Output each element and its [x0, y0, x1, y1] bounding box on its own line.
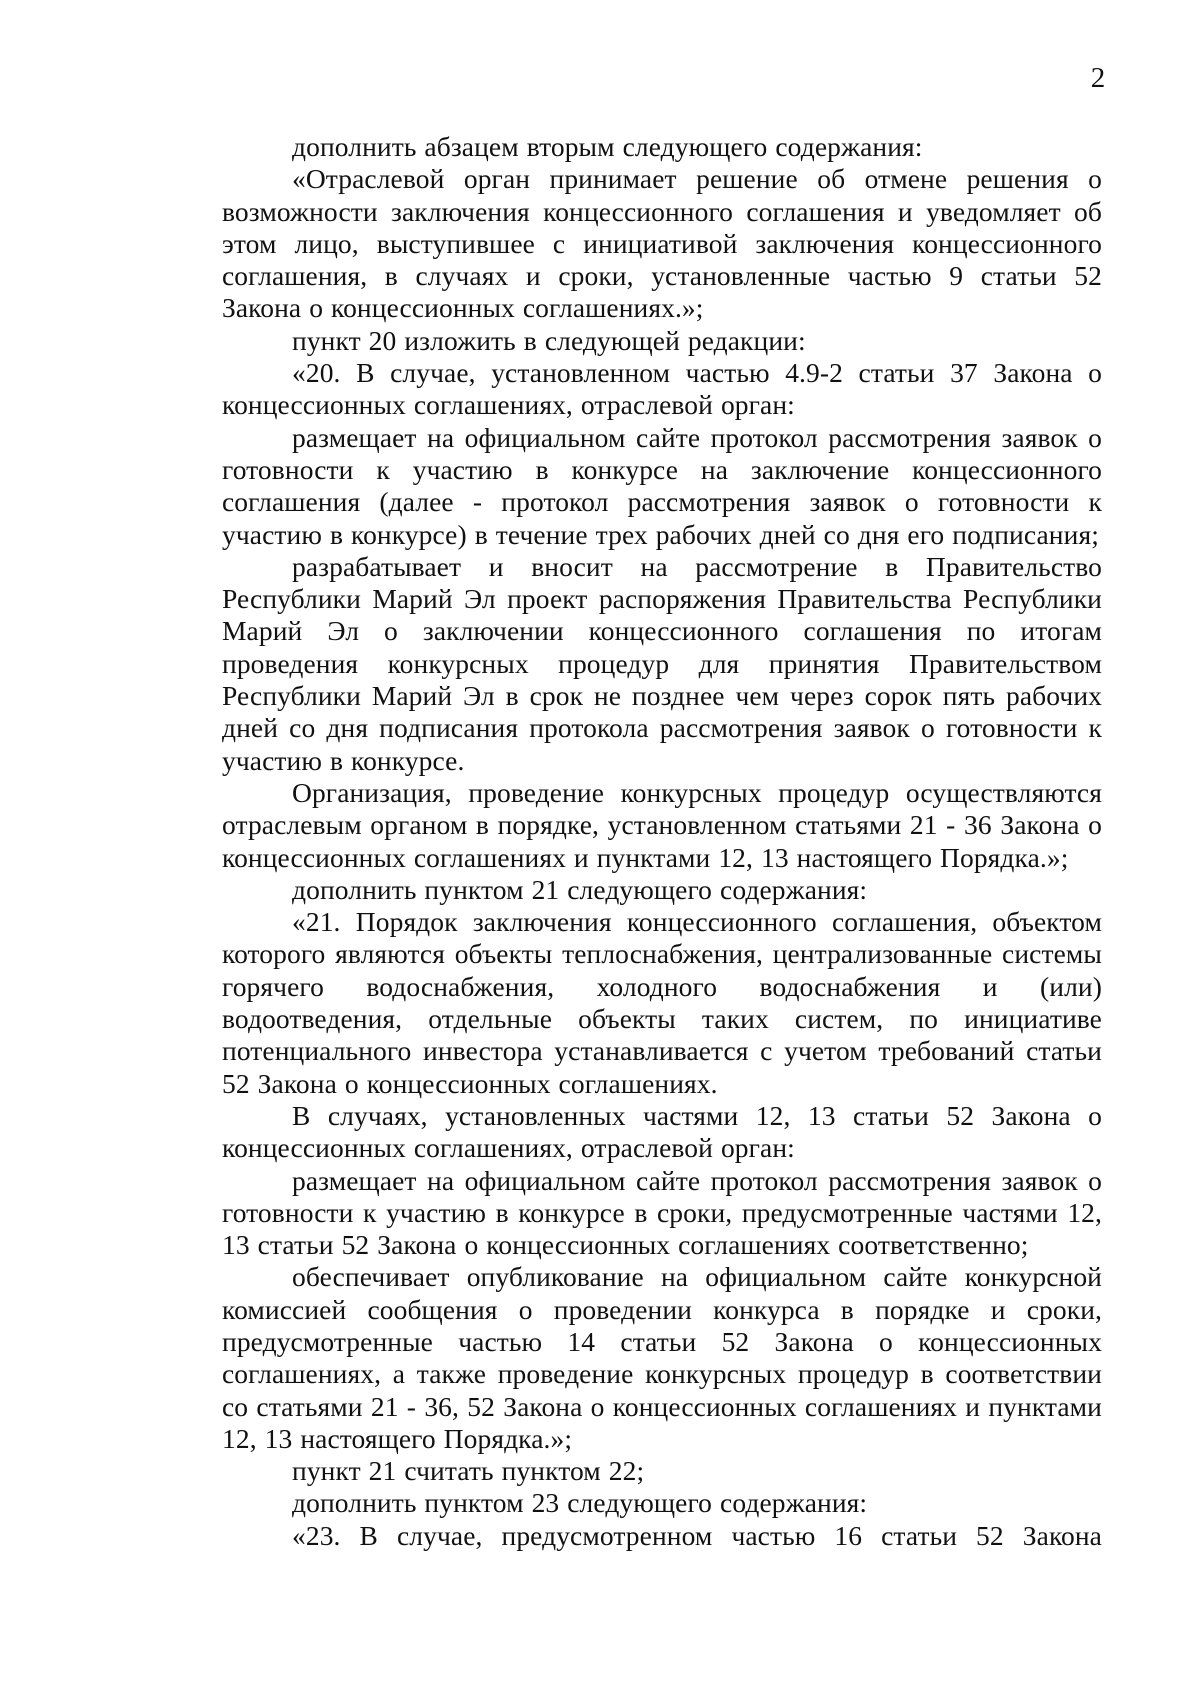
- paragraph: разрабатывает и вносит на рассмотрение в Правительство Республики Марий Эл проект распоряжения Правительства Республики Марий Эл о заключении концессионного соглашения по итогам проведения конкурсных процедур для принятия Правительством Республики Марий Эл в срок не позднее чем через сорок пять рабочих дней со дня подписания протокола рассмотрения заявок о готовности к участию в конкурсе.: [222, 550, 1102, 776]
- paragraph: обеспечивает опубликование на официальном сайте конкурсной комиссией сообщения о проведении конкурса в порядке и сроки, предусмотренные частью 14 статьи 52 Закона о концессионных соглашениях, а также проведение конкурсных процедур в соответствии со статьями 21 - 36, 52 Закона о концессионных соглашениях и пунктами 12, 13 настоящего Порядка.»;: [222, 1261, 1102, 1454]
- paragraph: размещает на официальном сайте протокол рассмотрения заявок о готовности к участию в конкурсе в сроки, предусмотренные частями 12, 13 статьи 52 Закона о концессионных соглашениях соответственно;: [222, 1164, 1102, 1261]
- paragraph: «21. Порядок заключения концессионного соглашения, объектом которого являются объекты теплоснабжения, централизованные системы горячего водоснабжения, холодного водоснабжения и (или) водоотведения, отдельные объекты таких систем, по инициативе потенциального инвестора устанавливается с учетом требований статьи 52 Закона о концессионных соглашениях.: [222, 906, 1102, 1099]
- page-number: 2: [1090, 62, 1106, 94]
- paragraph: Организация, проведение конкурсных процедур осуществляются отраслевым органом в порядке, установленном статьями 21 - 36 Закона о концессионных соглашениях и пунктами 12, 13 настоящего Порядка.»;: [222, 776, 1102, 873]
- document-body: [222, 131, 1102, 1552]
- paragraph: «20. В случае, установленном частью 4.9-2 статьи 37 Закона о концессионных соглашениях, отраслевой орган:: [222, 357, 1102, 421]
- paragraph: пункт 21 считать пунктом 22;: [292, 1455, 645, 1487]
- paragraph: В случаях, установленных частями 12, 13 статьи 52 Закона о концессионных соглашениях, отраслевой орган:: [222, 1099, 1102, 1164]
- paragraph: пункт 20 изложить в следующей редакции:: [292, 324, 806, 356]
- paragraph: размещает на официальном сайте протокол рассмотрения заявок о готовности к участию в конкурсе на заключение концессионного соглашения (далее - протокол рассмотрения заявок о готовности к участию в конкурсе) в течение трех рабочих дней со дня его подписания;: [222, 421, 1102, 550]
- paragraph: «23. В случае, предусмотренном частью 16 статьи 52 Закона: [292, 1519, 1102, 1551]
- paragraph: дополнить пунктом 23 следующего содержания:: [292, 1487, 868, 1519]
- paragraph: дополнить абзацем вторым следующего содержания:: [292, 131, 923, 162]
- paragraph: дополнить пунктом 21 следующего содержания:: [292, 873, 868, 905]
- paragraph: «Отраслевой орган принимает решение об отмене решения о возможности заключения концессионного соглашения и уведомляет об этом лицо, выступившее с инициативой заключения концессионного соглашения, в случаях и сроки, установленные частью 9 статьи 52 Закона о концессионных соглашениях.»;: [222, 163, 1102, 324]
